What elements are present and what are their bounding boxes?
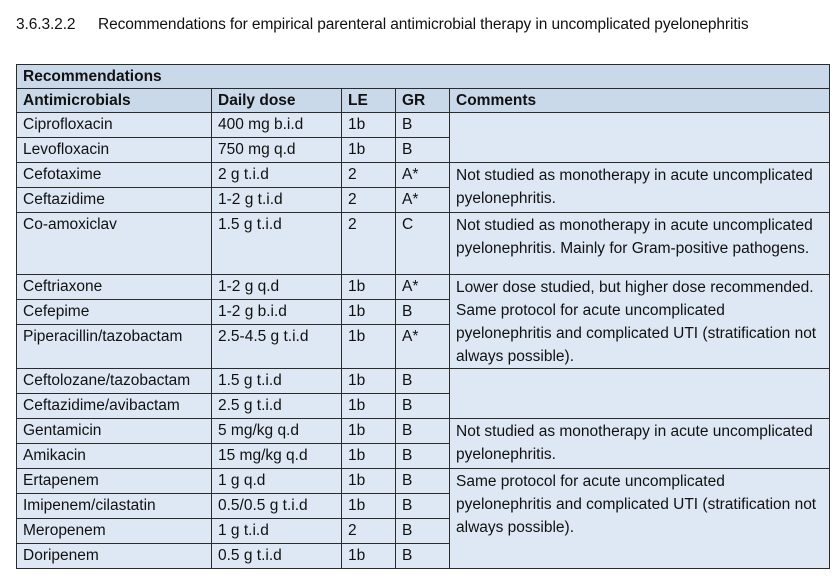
drug-cell: Co-amoxiclav <box>17 213 212 275</box>
le-cell: 1b <box>342 369 396 394</box>
gr-cell: B <box>396 394 450 419</box>
drug-cell: Gentamicin <box>17 419 212 444</box>
le-cell: 1b <box>342 138 396 163</box>
comment-cell <box>450 113 830 163</box>
dose-cell: 15 mg/kg q.d <box>212 444 342 469</box>
dose-cell: 0.5/0.5 g t.i.d <box>212 494 342 519</box>
section-title: Recommendations for empirical parenteral antimicrobial therapy in uncomplicated pyelonephritis <box>98 16 749 33</box>
dose-cell: 750 mg q.d <box>212 138 342 163</box>
gr-cell: A* <box>396 275 450 300</box>
dose-cell: 2.5-4.5 g t.i.d <box>212 325 342 369</box>
comment-cell: Not studied as monotherapy in acute uncomplicated pyelonephritis. Mainly for Gram-positive pathogens. <box>450 213 830 275</box>
section-heading <box>16 16 749 34</box>
section-number: 3.6.3.2.2 <box>16 16 76 33</box>
gr-cell: B <box>396 469 450 494</box>
table-title: Recommendations <box>17 65 830 89</box>
le-cell: 2 <box>342 188 396 213</box>
drug-cell: Piperacillin/tazobactam <box>17 325 212 369</box>
column-header-le: LE <box>342 89 396 113</box>
dose-cell: 400 mg b.i.d <box>212 113 342 138</box>
le-cell: 1b <box>342 275 396 300</box>
column-header-daily-dose: Daily dose <box>212 89 342 113</box>
gr-cell: B <box>396 300 450 325</box>
drug-cell: Amikacin <box>17 444 212 469</box>
drug-cell: Ceftolozane/tazobactam <box>17 369 212 394</box>
drug-cell: Ciprofloxacin <box>17 113 212 138</box>
dose-cell: 1.5 g t.i.d <box>212 213 342 275</box>
dose-cell: 1 g t.i.d <box>212 519 342 544</box>
drug-cell: Cefotaxime <box>17 163 212 188</box>
drug-cell: Cefepime <box>17 300 212 325</box>
table-header-row <box>17 89 830 113</box>
drug-cell: Ceftazidime <box>17 188 212 213</box>
gr-cell: B <box>396 519 450 544</box>
le-cell: 2 <box>342 213 396 275</box>
dose-cell: 1-2 g b.i.d <box>212 300 342 325</box>
le-cell: 1b <box>342 469 396 494</box>
dose-cell: 1-2 g q.d <box>212 275 342 300</box>
table-row <box>17 163 830 188</box>
drug-cell: Ceftriaxone <box>17 275 212 300</box>
le-cell: 2 <box>342 519 396 544</box>
le-cell: 1b <box>342 300 396 325</box>
drug-cell: Ertapenem <box>17 469 212 494</box>
gr-cell: B <box>396 544 450 569</box>
dose-cell: 5 mg/kg q.d <box>212 419 342 444</box>
le-cell: 2 <box>342 163 396 188</box>
dose-cell: 2.5 g t.i.d <box>212 394 342 419</box>
drug-cell: Meropenem <box>17 519 212 544</box>
dose-cell: 1-2 g t.i.d <box>212 188 342 213</box>
table-title-row <box>17 65 830 89</box>
comment-cell: Not studied as monotherapy in acute uncomplicated pyelonephritis. <box>450 163 830 213</box>
gr-cell: A* <box>396 188 450 213</box>
drug-cell: Ceftazidime/avibactam <box>17 394 212 419</box>
recommendations-table <box>16 64 830 569</box>
column-header-antimicrobials: Antimicrobials <box>17 89 212 113</box>
gr-cell: B <box>396 138 450 163</box>
table-row <box>17 213 830 275</box>
le-cell: 1b <box>342 444 396 469</box>
gr-cell: B <box>396 419 450 444</box>
gr-cell: A* <box>396 325 450 369</box>
gr-cell: B <box>396 444 450 469</box>
gr-cell: A* <box>396 163 450 188</box>
le-cell: 1b <box>342 419 396 444</box>
le-cell: 1b <box>342 394 396 419</box>
comment-cell: Not studied as monotherapy in acute uncomplicated pyelonephritis. <box>450 419 830 469</box>
drug-cell: Imipenem/cilastatin <box>17 494 212 519</box>
dose-cell: 0.5 g t.i.d <box>212 544 342 569</box>
le-cell: 1b <box>342 494 396 519</box>
gr-cell: B <box>396 113 450 138</box>
le-cell: 1b <box>342 113 396 138</box>
drug-cell: Doripenem <box>17 544 212 569</box>
comment-cell: Lower dose studied, but higher dose recommended. Same protocol for acute uncomplicated pyelonephritis and complicated UTI (stratification not always possible). <box>450 275 830 369</box>
gr-cell: C <box>396 213 450 275</box>
dose-cell: 1.5 g t.i.d <box>212 369 342 394</box>
dose-cell: 1 g q.d <box>212 469 342 494</box>
table-row <box>17 113 830 138</box>
table-row <box>17 419 830 444</box>
column-header-comments: Comments <box>450 89 830 113</box>
comment-cell <box>450 369 830 419</box>
le-cell: 1b <box>342 325 396 369</box>
dose-cell: 2 g t.i.d <box>212 163 342 188</box>
comment-cell: Same protocol for acute uncomplicated pyelonephritis and complicated UTI (stratification not always possible). <box>450 469 830 569</box>
gr-cell: B <box>396 494 450 519</box>
drug-cell: Levofloxacin <box>17 138 212 163</box>
column-header-gr: GR <box>396 89 450 113</box>
table-row <box>17 275 830 300</box>
le-cell: 1b <box>342 544 396 569</box>
gr-cell: B <box>396 369 450 394</box>
table-row <box>17 469 830 494</box>
table-row <box>17 369 830 394</box>
